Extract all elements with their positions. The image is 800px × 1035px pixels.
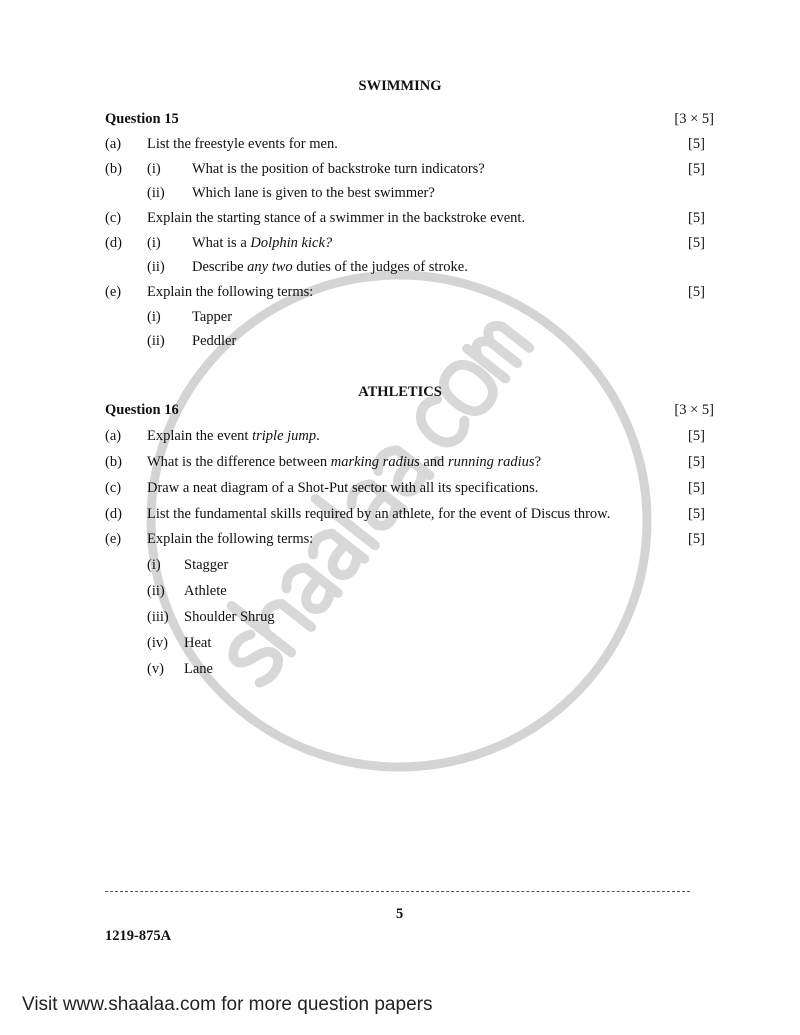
emphasized-text: triple jump: [252, 428, 317, 444]
question-text: [192, 235, 332, 251]
text-segment: What is the position of backstroke turn indicators?: [192, 161, 485, 177]
question-text: [192, 309, 232, 325]
question-marks: [3 × 5]: [674, 402, 714, 418]
text-segment: Explain the following terms:: [147, 284, 314, 300]
text-segment: Tapper: [192, 309, 233, 325]
watermark-glyph: [308, 529, 364, 582]
subpart-label: (iii): [147, 609, 169, 625]
page-number: 5: [396, 906, 404, 922]
text-segment: and: [419, 454, 448, 470]
text-segment: Draw a neat diagram of a Shot-Put sector with all its specifications.: [147, 480, 539, 496]
text-segment: Stagger: [184, 557, 229, 573]
question-text: [147, 506, 610, 522]
marks-label: [5]: [688, 136, 705, 152]
text-segment: What is a: [192, 235, 251, 251]
part-label: (e): [105, 284, 122, 300]
part-label: (a): [105, 136, 122, 152]
question-text: [184, 609, 275, 625]
part-label: (c): [105, 210, 122, 226]
text-segment: Peddler: [192, 333, 237, 349]
question-text: [184, 661, 213, 677]
marks-label: [5]: [688, 235, 705, 251]
text-segment: Explain the event: [147, 428, 253, 444]
subpart-label: (i): [147, 557, 161, 573]
question-text: [147, 428, 320, 444]
question-text: [184, 557, 228, 573]
marks-label: [5]: [688, 428, 705, 444]
question-title: Question 15: [105, 111, 179, 127]
text-segment: ?: [534, 454, 541, 470]
text-segment: Heat: [184, 635, 212, 651]
question-text: [192, 161, 485, 177]
part-label: (d): [105, 235, 122, 251]
question-text: [192, 259, 468, 275]
part-label: (c): [105, 480, 122, 496]
question-text: [192, 185, 435, 201]
question-text: [192, 333, 236, 349]
subpart-label: (ii): [147, 583, 165, 599]
question-text: [147, 531, 313, 547]
subpart-label: (i): [147, 161, 161, 177]
subpart-label: (ii): [147, 185, 165, 201]
part-label: (b): [105, 161, 122, 177]
watermark-glyph: [226, 631, 283, 686]
paper-code: 1219-875A: [105, 928, 172, 944]
text-segment: duties of the judges of stroke.: [292, 259, 468, 275]
watermark-glyph: [467, 318, 529, 379]
marks-label: [5]: [688, 454, 705, 470]
question-text: [184, 635, 211, 651]
subpart-label: (i): [147, 309, 161, 325]
watermark-glyph: [412, 396, 469, 450]
part-label: (d): [105, 506, 122, 522]
text-segment: Which lane is given to the best swimmer?: [192, 185, 435, 201]
subpart-label: (ii): [147, 333, 165, 349]
emphasized-text: any two: [247, 259, 293, 275]
question-title: Question 16: [105, 402, 179, 418]
section-heading: ATHLETICS: [358, 384, 442, 400]
emphasized-text: Dolphin kick?: [250, 235, 333, 251]
marks-label: [5]: [688, 284, 705, 300]
emphasized-text: marking radius: [330, 454, 420, 470]
marks-label: [5]: [688, 506, 705, 522]
text-segment: List the freestyle events for men.: [147, 136, 338, 152]
separator-line: [105, 891, 690, 892]
question-text: [147, 136, 338, 152]
subpart-label: (v): [147, 661, 164, 677]
question-text: [147, 454, 541, 470]
section-heading: SWIMMING: [358, 78, 442, 94]
subpart-label: (iv): [147, 635, 168, 651]
question-text: [184, 583, 227, 599]
watermark-glyph: [282, 563, 338, 616]
text-segment: Athlete: [184, 583, 227, 599]
part-label: (a): [105, 428, 122, 444]
question-marks: [3 × 5]: [674, 111, 714, 127]
question-text: [147, 210, 525, 226]
text-segment: List the fundamental skills required by an athlete, for the event of Discus throw.: [147, 506, 611, 522]
text-segment: Explain the following terms:: [147, 531, 314, 547]
part-label: (e): [105, 531, 122, 547]
footer-link-text[interactable]: Visit www.shaalaa.com for more question papers: [22, 994, 433, 1015]
emphasized-text: running radius: [447, 454, 535, 470]
question-text: [147, 284, 313, 300]
text-segment: Lane: [184, 661, 213, 677]
question-text: [147, 480, 538, 496]
subpart-label: (ii): [147, 259, 165, 275]
text-segment: Describe: [192, 259, 248, 275]
text-segment: Explain the starting stance of a swimmer in the backstroke event.: [147, 210, 526, 226]
text-segment: What is the difference between: [147, 454, 331, 470]
marks-label: [5]: [688, 531, 705, 547]
text-segment: Shoulder Shrug: [184, 609, 275, 625]
subpart-label: (i): [147, 235, 161, 251]
marks-label: [5]: [688, 480, 705, 496]
text-segment: .: [316, 428, 320, 444]
part-label: (b): [105, 454, 122, 470]
marks-label: [5]: [688, 210, 705, 226]
marks-label: [5]: [688, 161, 705, 177]
